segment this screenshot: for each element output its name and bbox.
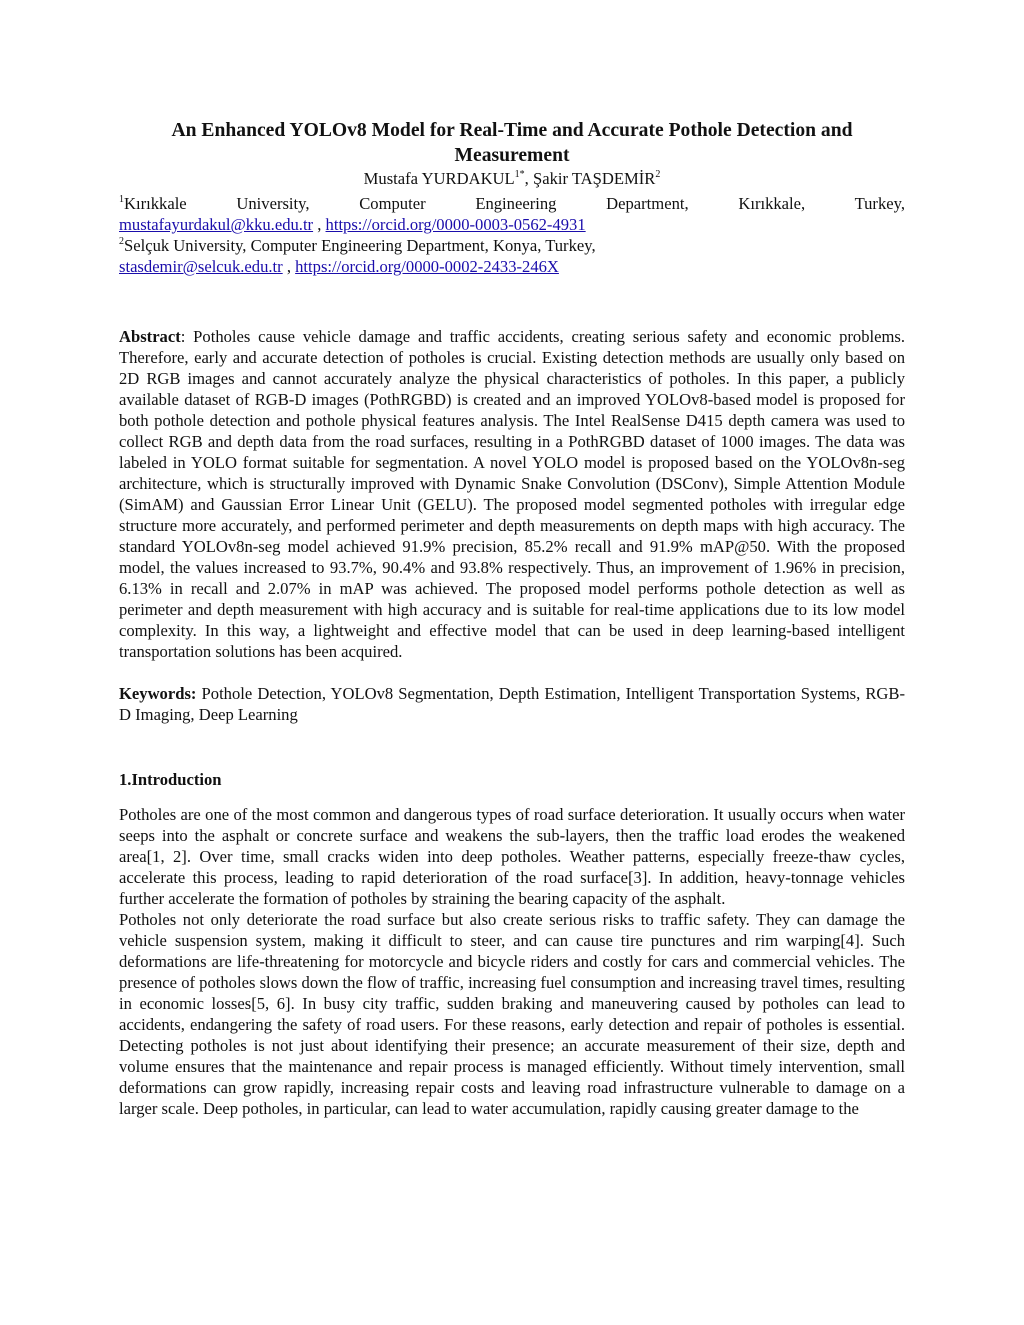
affiliation-2-text: Selçuk University, Computer Engineering Department, Konya, Turkey, xyxy=(124,236,596,255)
keywords-paragraph xyxy=(119,683,905,725)
affiliation-1-email-link[interactable]: mustafayurdakul@kku.edu.tr xyxy=(119,215,314,234)
affiliation-1-orcid-link[interactable]: https://orcid.org/0000-0003-0562-4931 xyxy=(325,215,586,234)
intro-paragraph-2: Potholes not only deteriorate the road surface but also create serious risks to traffic safety. They can damage the vehicle suspension system, making it difficult to steer, and can cause tire punctures and rim warping[4]. Such deformations are life-threatening for motorcycle and bicycle riders and costly for cars and commercial vehicles. The presence of potholes slows down the flow of traffic, increasing fuel consumption and increasing travel times, resulting in economic losses[5, 6]. In busy city traffic, sudden braking and maneuvering caused by potholes can lead to accidents, endangering the safety of road users. For these reasons, early detection and repair of potholes is essential. Detecting potholes is not just about identifying their presence; an accurate measurement of their size, depth and volume ensures that the maintenance and repair process is managed efficiently. Without timely intervention, small deformations can grow rapidly, increasing repair costs and leaving road infrastructure vulnerable to damage on a larger scale. Deep potholes, in particular, can lead to water accumulation, rapidly causing greater damage to the xyxy=(119,910,905,1118)
affiliation-2-separator: , xyxy=(282,257,296,276)
affiliation-2 xyxy=(119,235,905,277)
author-2-name: Şakir TAŞDEMİR xyxy=(532,169,656,188)
intro-paragraph-1: Potholes are one of the most common and dangerous types of road surface deterioration. It usually occurs when water seeps into the asphalt or concrete surface and weakens the sub-layers, then the traffic load erodes the weakened area[1, 2]. Over time, small cracks widen into deep potholes. Weather patterns, especially freeze-thaw cycles, accelerate this process, leading to rapid deterioration of the road surface[3]. In addition, heavy-tonnage vehicles further accelerate the formation of potholes by straining the bearing capacity of the asphalt. xyxy=(119,805,905,908)
affiliation-1-superscript: 1 xyxy=(119,194,124,205)
abstract-label: Abstract xyxy=(119,327,181,346)
abstract-paragraph xyxy=(119,326,905,662)
author-1-name: Mustafa YURDAKUL xyxy=(363,169,515,188)
affiliation-1-contact xyxy=(119,214,905,235)
section-heading-introduction: 1.Introduction xyxy=(119,770,222,789)
author-1-superscript: 1* xyxy=(514,169,525,180)
abstract-text: : Potholes cause vehicle damage and traffic accidents, creating serious safety and economic problems. Therefore, early and accurate detection of potholes is crucial. Existing detection methods are usually only based on 2D RGB images and cannot accurately analyze the physical characteristics of potholes. In this paper, a publicly available dataset of RGB-D images (PothRGBD) is created and an improved YOLOv8-based model is proposed for both pothole detection and pothole physical features analysis. The Intel RealSense D415 depth camera was used to collect RGB and depth data from the road surfaces, resulting in a PothRGBD dataset of 1000 images. The data was labeled in YOLO format suitable for segmentation. A novel YOLO model is proposed based on the YOLOv8n-seg architecture, which is structurally improved with Dynamic Snake Convolution (DSConv), Simple Attention Module (SimAM) and Gaussian Error Linear Unit (GELU). The proposed model segmented potholes with irregular edge structure more accurately, and performed perimeter and depth measurements on depth maps with high accuracy. The standard YOLOv8n-seg model achieved 91.9% precision, 85.2% recall and 91.9% mAP@50. With the proposed model, the values increased to 93.7%, 90.4% and 93.8% respectively. Thus, an improvement of 1.96% in precision, 6.13% in recall and 2.07% in mAP was achieved. The proposed model performs pothole detection as well as perimeter and depth measurement with high accuracy and is suitable for real-time applications due to its low model complexity. In this way, a lightweight and effective model that can be used in deep learning-based intelligent transportation solutions has been acquired. xyxy=(119,327,905,661)
author-2-superscript: 2 xyxy=(655,169,661,180)
affiliation-2-email-link[interactable]: stasdemir@selcuk.edu.tr xyxy=(119,257,283,276)
paper-page xyxy=(119,118,905,1119)
author-line xyxy=(119,168,905,189)
affiliation-2-line xyxy=(119,235,905,256)
author-separator: , xyxy=(524,169,533,188)
affiliation-1-separator: , xyxy=(313,215,326,234)
affiliation-2-contact xyxy=(119,256,905,277)
affiliation-2-superscript: 2 xyxy=(119,236,124,247)
paper-title: An Enhanced YOLOv8 Model for Real-Time and Accurate Pothole Detection and Measurement xyxy=(171,120,853,166)
keywords-label: Keywords: xyxy=(119,684,197,703)
affiliation-2-orcid-link[interactable]: https://orcid.org/0000-0002-2433-246X xyxy=(295,257,559,276)
keywords-text: Pothole Detection, YOLOv8 Segmentation, Depth Estimation, Intelligent Transportation Systems, RGB-D Imaging, Deep Learning xyxy=(119,684,905,724)
affiliation-1 xyxy=(119,193,905,235)
affiliation-1-text: Kırıkkale University, Computer Engineering Department, Kırıkkale, Turkey, xyxy=(124,194,905,213)
affiliation-1-line xyxy=(119,193,905,214)
